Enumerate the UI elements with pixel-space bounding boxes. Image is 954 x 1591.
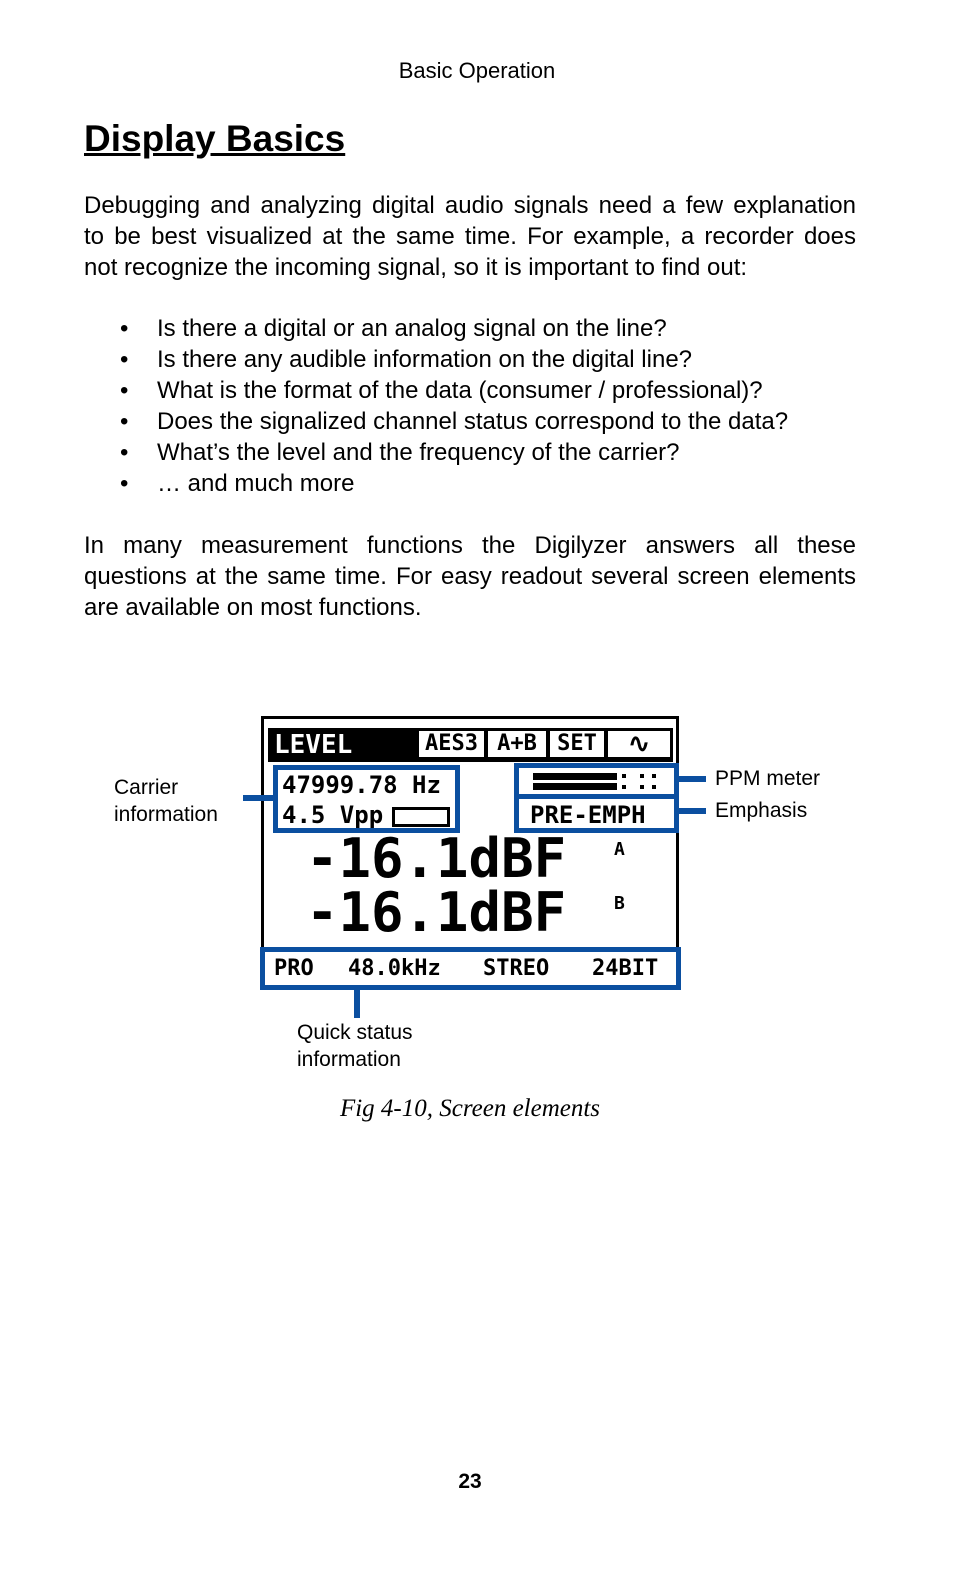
bullet-icon: • bbox=[120, 408, 129, 435]
intro-line: Debugging and analyzing digital audio signals need a few explanation bbox=[84, 192, 856, 219]
bullet-icon: • bbox=[120, 439, 129, 466]
lcd-channel-b: B bbox=[614, 893, 625, 914]
emphasis-connector bbox=[678, 808, 706, 814]
lcd-status-bits: 24BIT bbox=[592, 956, 659, 981]
para-line: questions at the same time. For easy readout several screen elements bbox=[84, 563, 856, 590]
lcd-channel-tab: A+B bbox=[488, 731, 546, 757]
lcd-set-tab: SET bbox=[550, 731, 604, 757]
question-list bbox=[120, 313, 788, 499]
section-title: Display Basics bbox=[84, 118, 346, 159]
list-item: • Does the signalized channel status correspond to the data? bbox=[120, 408, 789, 435]
page-number: 23 bbox=[458, 1470, 482, 1493]
list-item: • Is there any audible information on the digital line? bbox=[120, 346, 693, 373]
carrier-connector bbox=[243, 795, 275, 801]
carrier-info-box bbox=[273, 765, 460, 833]
intro-line: to be best visualized at the same time. For example, a recorder does bbox=[84, 223, 856, 250]
lcd-channel-a: A bbox=[614, 839, 625, 860]
bullet-icon: • bbox=[120, 470, 129, 497]
lcd-status-mode: STREO bbox=[483, 956, 550, 981]
lcd-voltage: 4.5 Vpp bbox=[282, 801, 384, 829]
quick-status-box bbox=[260, 947, 681, 990]
bullet-icon: • bbox=[120, 377, 129, 404]
lcd-status-rate: 48.0kHz bbox=[348, 956, 441, 981]
list-item: • What is the format of the data (consumer / professional)? bbox=[120, 377, 763, 404]
bullet-icon: • bbox=[120, 315, 129, 342]
figure-caption: Fig 4-10, Screen elements bbox=[339, 1095, 601, 1122]
running-header: Basic Operation bbox=[398, 58, 556, 83]
intro-line: not recognize the incoming signal, so it is important to find out: bbox=[84, 254, 748, 281]
lcd-mode-label: LEVEL bbox=[274, 730, 353, 760]
lcd-input-tab: AES3 bbox=[419, 731, 484, 757]
carrier-label: Carrier information bbox=[114, 776, 218, 826]
lcd-frequency: 47999.78 Hz bbox=[282, 771, 441, 799]
lcd-status-format: PRO bbox=[274, 956, 314, 981]
quick-status-connector bbox=[354, 988, 360, 1018]
lcd-level-a: -16.1dBF bbox=[306, 827, 567, 890]
lcd-top-bar bbox=[268, 728, 673, 762]
ppm-connector bbox=[678, 776, 706, 782]
emphasis-box bbox=[514, 794, 679, 833]
list-item: • … and much more bbox=[120, 470, 355, 497]
lcd-emphasis: PRE-EMPH bbox=[530, 801, 646, 829]
quick-status-label: Quick status information bbox=[297, 1021, 413, 1071]
sine-wave-icon: ∿ bbox=[608, 731, 670, 757]
bullet-icon: • bbox=[120, 346, 129, 373]
para-line: In many measurement functions the Digilyzer answers all these bbox=[84, 532, 856, 559]
list-item: • What’s the level and the frequency of the carrier? bbox=[120, 439, 680, 466]
lcd-level-b: -16.1dBF bbox=[306, 881, 567, 944]
list-item: • Is there a digital or an analog signal on the line? bbox=[120, 315, 667, 342]
para-line: are available on most functions. bbox=[84, 594, 422, 621]
emphasis-label: Emphasis bbox=[715, 799, 808, 822]
ppm-label: PPM meter bbox=[715, 767, 821, 790]
